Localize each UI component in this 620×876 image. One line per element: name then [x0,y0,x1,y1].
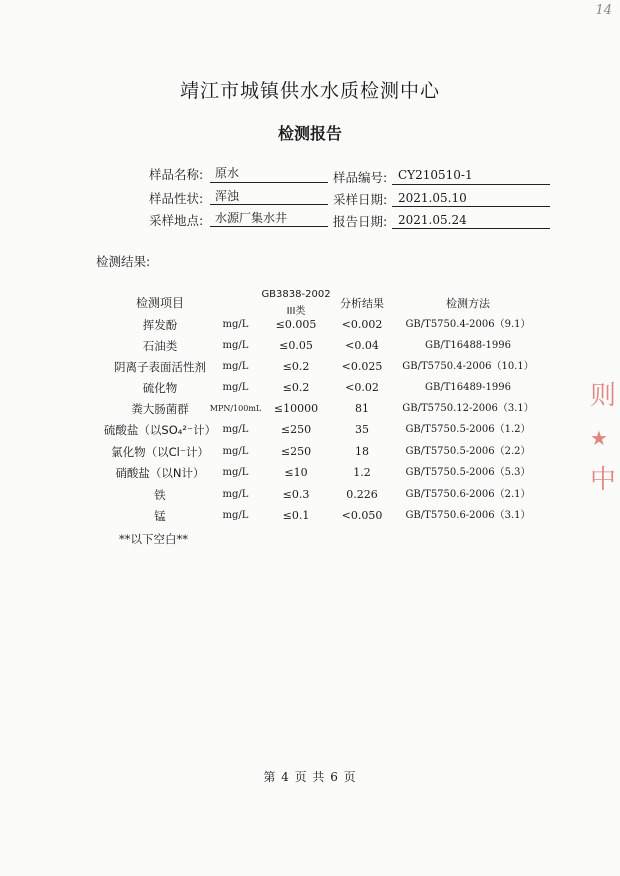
sampling-date-value: 2021.05.10 [398,191,467,205]
row-standard: ≤0.05 [279,339,313,352]
table-row [0,487,620,508]
table-row [0,380,620,401]
sample-name-label: 样品名称: [149,167,204,182]
row-method: GB/T16489-1996 [424,382,511,393]
row-result: 35 [355,423,369,436]
sample-name-underline [210,182,328,183]
row-item: 硫酸盐（以SO₄²⁻计） [103,423,217,437]
table-row [0,338,620,359]
sample-number-value: CY210510-1 [398,168,473,182]
row-result: <0.04 [345,339,379,352]
seal-fragment: 则 [590,381,617,411]
table-row [0,422,620,443]
row-item: 硝酸盐（以N计） [115,466,205,480]
end-of-table-note: **以下空白** [119,532,188,546]
table-row [0,401,620,422]
row-unit: mg/L [222,319,249,330]
table-row [0,508,620,529]
row-result: 0.226 [346,488,378,501]
header-item: 检测项目 [135,296,184,310]
row-unit: mg/L [222,446,249,457]
row-method: GB/T5750.5-2006（5.3） [405,467,531,478]
report-date-label: 报告日期: [333,214,388,229]
report-subtitle: 检测报告 [277,124,342,143]
table-row [0,465,620,486]
header-result: 分析结果 [340,297,384,310]
row-standard: ≤10000 [273,402,319,415]
row-standard: ≤250 [280,445,312,458]
row-item: 挥发酚 [142,318,178,332]
row-method: GB/T5750.4-2006（9.1） [405,319,531,330]
row-method: GB/T5750.5-2006（1.2） [405,424,531,435]
results-section-label: 检测结果: [96,254,151,269]
sampling-date-label: 采样日期: [333,192,388,207]
row-item: 铁 [154,488,166,502]
header-method: 检测方法 [446,297,490,310]
row-standard: ≤0.005 [275,318,317,331]
row-standard: ≤250 [280,423,312,436]
header-standard-line1: GB3838-2002 [261,289,331,300]
sample-state-label: 样品性状: [149,191,204,206]
table-row [0,359,620,380]
row-item: 石油类 [142,339,178,353]
row-unit: MPN/100mL [209,404,262,413]
row-unit: mg/L [222,424,249,435]
row-method: GB/T5750.12-2006（3.1） [402,403,534,414]
row-item: 硫化物 [142,381,178,395]
row-result: <0.02 [345,381,379,394]
row-standard: ≤0.2 [282,360,310,373]
sample-state-value: 浑浊 [215,189,240,203]
row-method: GB/T5750.5-2006（2.2） [405,446,531,457]
sampling-date-underline [392,206,550,207]
row-result: <0.050 [341,509,383,522]
report-date-underline [392,228,550,229]
page-footer: 第 4 页 共 6 页 [263,770,357,784]
table-row [0,444,620,465]
row-method: GB/T16488-1996 [424,340,511,351]
row-unit: mg/L [222,361,249,372]
row-method: GB/T5750.6-2006（2.1） [405,489,531,500]
row-item: 氯化物（以Cl⁻计） [111,445,209,459]
row-result: <0.002 [341,318,383,331]
table-row [0,317,620,338]
row-standard: ≤0.1 [282,509,310,522]
row-standard: ≤0.2 [282,381,310,394]
row-result: 81 [355,402,369,415]
seal-star-icon: ★ [590,426,608,450]
row-standard: ≤10 [284,466,308,479]
row-unit: mg/L [222,382,249,393]
row-unit: mg/L [222,467,249,478]
row-item: 阴离子表面活性剂 [114,360,206,374]
sampling-location-value: 水源厂集水井 [215,211,288,225]
sampling-location-label: 采样地点: [149,213,204,228]
row-result: <0.025 [341,360,383,373]
row-unit: mg/L [222,510,249,521]
handwritten-page-note: 14 [595,3,612,18]
sample-state-underline [210,204,328,205]
sample-name-value: 原水 [215,166,240,180]
row-item: 粪大肠菌群 [131,402,189,416]
page-title: 靖江市城镇供水水质检测中心 [179,80,440,102]
row-result: 1.2 [353,466,371,479]
header-standard-line2: III类 [286,306,306,317]
sample-number-label: 样品编号: [333,170,388,185]
sampling-location-underline [210,226,328,227]
row-method: GB/T5750.6-2006（3.1） [405,510,531,521]
row-standard: ≤0.3 [282,488,310,501]
row-unit: mg/L [222,489,249,500]
seal-fragment: 中 [590,465,617,495]
sample-number-underline [392,184,550,185]
seal-stamp-partial [590,375,620,505]
row-item: 锰 [154,509,166,523]
row-result: 18 [355,445,369,458]
report-date-value: 2021.05.24 [398,213,467,227]
row-method: GB/T5750.4-2006（10.1） [402,361,534,372]
row-unit: mg/L [222,340,249,351]
